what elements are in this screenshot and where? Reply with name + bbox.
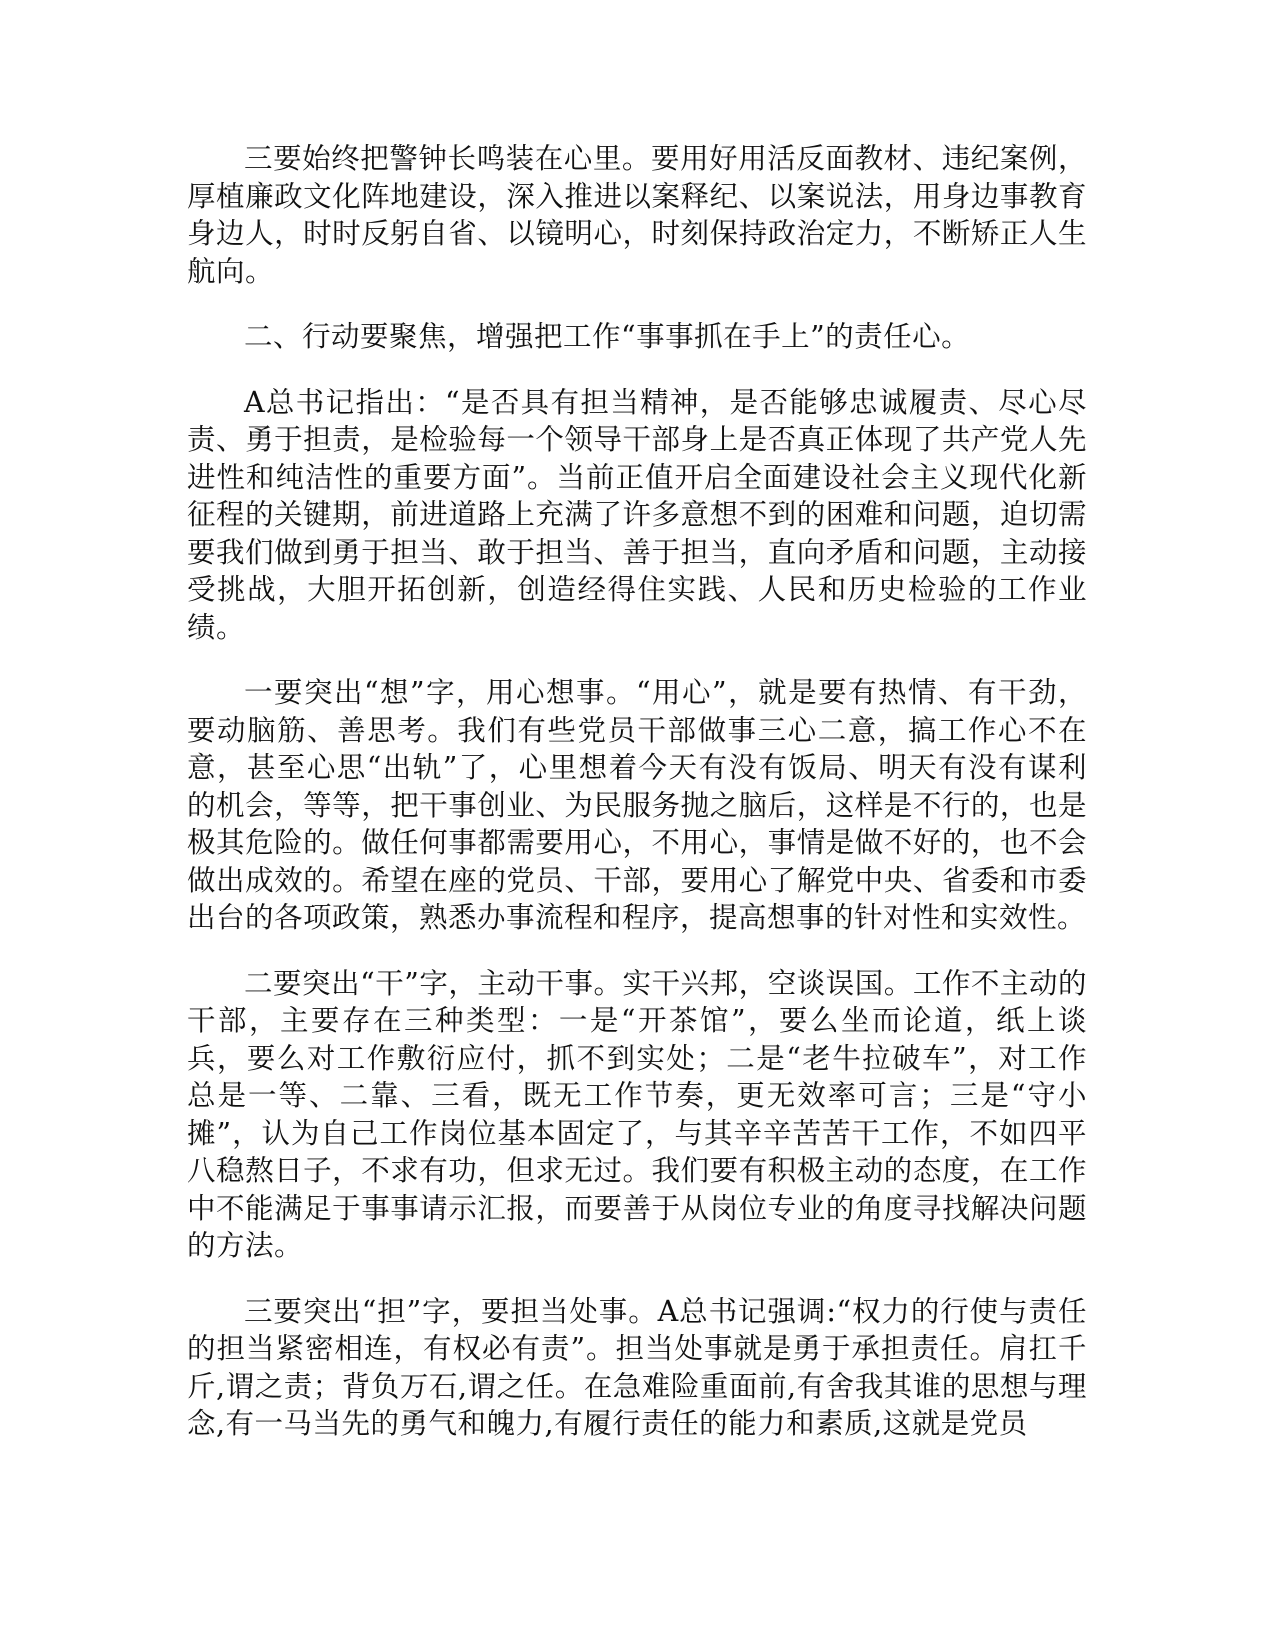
document-body xyxy=(187,140,1087,1471)
section-heading-action: 二、行动要聚焦，增强把工作“事事抓在手上”的责任心。 xyxy=(244,320,971,353)
paragraph-responsibility: 三要突出“担”字，要担当处事。A总书记强调:“权力的行使与责任的担当紧密相连，有权必有责”。担当处事就是勇于承担责任。肩扛千斤,谓之责；背负万石,谓之任。在急难险重面前,有舍我其谁的思想与理念,有一马当先的勇气和魄力,有履行责任的能力和素质,这就是党员 xyxy=(187,1294,1087,1440)
paragraph-quote-responsibility: A总书记指出：“是否具有担当精神，是否能够忠诚履责、尽心尽责、勇于担责，是检验每一个领导干部身上是否真正体现了共产党人先进性和纯洁性的重要方面”。当前正值开启全面建设社会主义现代化新征程的关键期，前进道路上充满了许多意想不到的困难和问题，迫切需要我们做到勇于担当、敢于担当、善于担当，直向矛盾和问题，主动接受挑战，大胆开拓创新，创造经得住实践、人民和历史检验的工作业绩。 xyxy=(187,385,1087,644)
paragraph-vigilance: 三要始终把警钟长鸣装在心里。要用好用活反面教材、违纪案例，厚植廉政文化阵地建设，深入推进以案释纪、以案说法，用身边事教育身边人，时时反躬自省、以镜明心，时刻保持政治定力，不断矫正人生航向。 xyxy=(187,142,1087,288)
paragraph-think: 一要突出“想”字，用心想事。“用心”，就是要有热情、有干劲，要动脑筋、善思考。我们有些党员干部做事三心二意，搞工作心不在意，甚至心思“出轨”了，心里想着今天有没有饭局、明天有没有谋利的机会，等等，把干事创业、为民服务抛之脑后，这样是不行的，也是极其危险的。做任何事都需要用心，不用心，事情是做不好的，也不会做出成效的。希望在座的党员、干部，要用心了解党中央、省委和市委出台的各项政策，熟悉办事流程和程序，提高想事的针对性和实效性。 xyxy=(187,676,1087,934)
paragraph-act: 二要突出“干”字，主动干事。实干兴邦，空谈误国。工作不主动的干部，主要存在三种类型：一是“开茶馆”，要么坐而论道，纸上谈兵，要么对工作敷衍应付，抓不到实处；二是“老牛拉破车”，对工作总是一等、二靠、三看，既无工作节奏，更无效率可言；三是“守小摊”，认为自己工作岗位基本固定了，与其辛辛苦苦干工作，不如四平八稳熬日子，不求有功，但求无过。我们要有积极主动的态度，在工作中不能满足于事事请示汇报，而要善于从岗位专业的角度寻找解决问题的方法。 xyxy=(187,966,1087,1262)
